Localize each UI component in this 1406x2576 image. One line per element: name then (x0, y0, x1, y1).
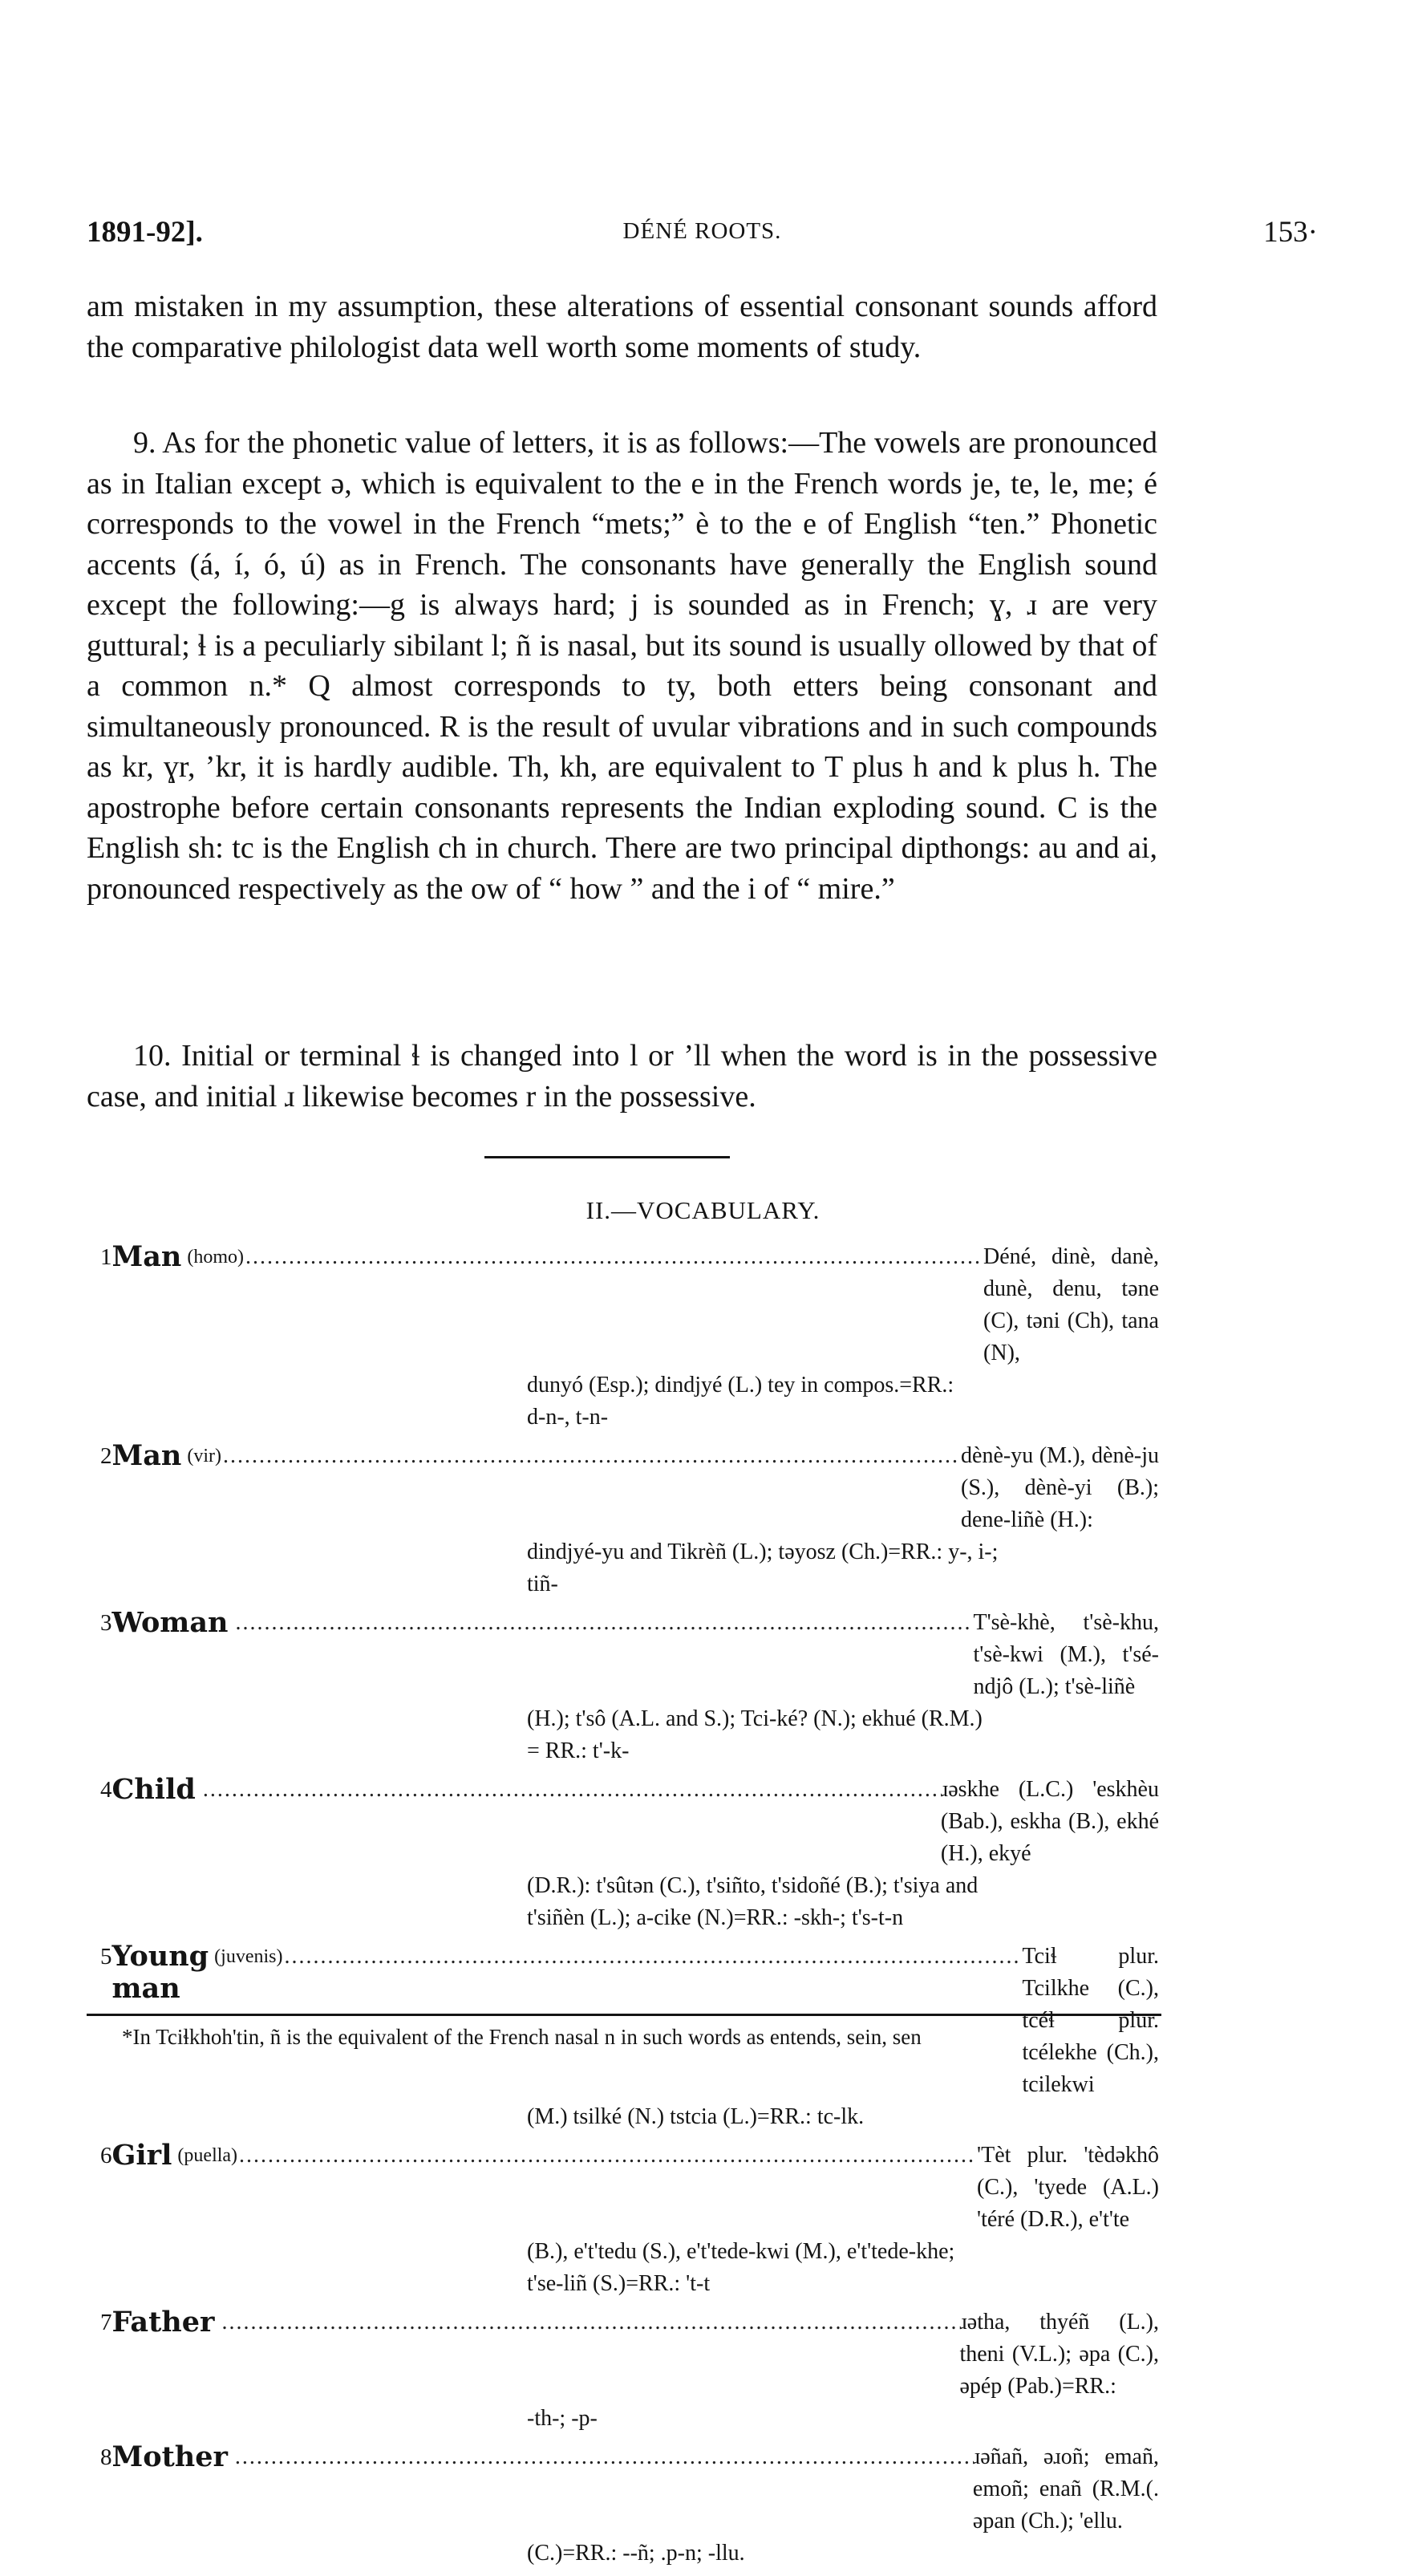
entry-definition: Tciɬ plur. Tcilkhe (C.), tcéɬ plur. tcélekhe (Ch.), tcilekwi (1022, 1944, 1159, 2097)
dot-leader: ...................................................................................................... (239, 2143, 976, 2168)
continuation-line: (M.) tsilké (N.) tstcia (L.)=RR.: tc-lk. (527, 2104, 865, 2129)
continuation-line: dunyó (Esp.); dindjyé (L.) tey in compos.=RR.: (527, 1373, 954, 1398)
entry-definition: ɹəñañ, əɹoñ; emañ, emoñ; enañ (R.M.(. əpan (Ch.); 'ellu. (972, 2444, 1159, 2533)
footnote: *In Tciɬkhoh'tin, ñ is the equivalent of the French nasal n in such words as entends, sein, sen (122, 2025, 922, 2049)
section-divider (484, 1156, 730, 1158)
dot-leader: ...................................................................................................... (221, 2310, 958, 2335)
entry-continuation (527, 2403, 1165, 2435)
paragraph-text: 10. Initial or terminal ɬ is changed into l or ’ll when the word is in the possessive case, and initial ɹ likewise becomes r in the possessive. (87, 1039, 1157, 1114)
continuation-line: t'siñèn (L.); a-cike (N.)=RR.: -skh-; t's-t-n (527, 1905, 904, 1930)
entry-definition: 'Tèt plur. 'tèdəkhô (C.), 'tyede (A.L.) 'téré (D.R.), e't'te (977, 2143, 1159, 2232)
page-number: 153· (1263, 216, 1318, 249)
header-title: DÉNÉ ROOTS. (622, 218, 782, 244)
vocabulary-list (100, 1241, 1159, 2576)
entry-number: 3 (100, 1610, 112, 1636)
continuation-line: = RR.: t'-k- (527, 1738, 630, 1763)
dot-leader: ...................................................................................................... (223, 1443, 960, 1468)
entry-word: Young man (111, 1940, 209, 2005)
entry-number: 8 (100, 2444, 112, 2470)
entry-number: 6 (100, 2143, 112, 2168)
header-date: 1891-92]. (87, 216, 203, 249)
entry-definition: T'sè-khè, t'sè-khu, t'sè-kwi (M.), t'sé-ndjô (L.); t'sè-liñè (973, 1610, 1159, 1699)
continuation-line: (H.); t'sô (A.L. and S.); Tci-ké? (N.); ekhué (R.M.) (527, 1706, 983, 1731)
vocab-entry (100, 2441, 1159, 2570)
entry-number: 1 (100, 1244, 112, 1270)
continuation-line: (B.), e't'tedu (S.), e't'tede-kwi (M.), e't'tede-khe; (527, 2239, 955, 2264)
continuation-line: -th-; -p- (527, 2406, 598, 2431)
entry-continuation (527, 1870, 1165, 1934)
paragraph-text: am mistaken in my assumption, these alterations of essential consonant sounds afford the comparative philologist data well worth some moments of study. (87, 290, 1157, 364)
entry-definition: dènè-yu (M.), dènè-ju (S.), dènè-yi (B.); dene-liñè (H.): (961, 1443, 1159, 1532)
entry-number: 5 (100, 1944, 112, 1970)
vocab-entry (100, 1241, 1159, 1434)
running-head (87, 215, 1318, 250)
paragraph-text: 9. As for the phonetic value of letters, it is as follows:—The vowels are pronounced as in Italian except ə, which is equivalent to the e in the French words je, te, le, me; é corresponds to the vowel in the French “mets;” è to the e of English “ten.” Phonetic accents (á, í, ó, ú) as in French. The consonants have generally the English sound except the following:—g is always hard; j is sounded as in French; ɣ, ɹ are very guttural; ɬ is a peculiarly sibilant l; ñ is nasal, but its sound is usually ollowed by that of a common n.* Q almost corresponds to ty, both etters being consonant and simultaneously pronounced. R is the result of uvular vibrations and in such compounds as kr, ɣr, ’kr, it is hardly audible. Th, kh, are equivalent to T plus h and k plus h. The apostrophe before certain consonants represents the Indian exploding sound. C is the English sh: tc is the English ch in church. There are two principal dipthongs: au and ai, pronounced respectively as the ow of “ how ” and the i of “ mire.” (87, 426, 1157, 906)
entry-continuation (527, 2101, 1165, 2133)
entry-word: Man (111, 1240, 182, 1273)
dot-leader: ...................................................................................................... (234, 2444, 971, 2469)
continuation-line: tiñ- (527, 1572, 558, 1596)
entry-word: Father (111, 2306, 215, 2339)
vocab-entry (100, 2306, 1159, 2435)
entry-number: 2 (100, 1443, 112, 1469)
footnote-divider (87, 2014, 1161, 2016)
vocab-entry (100, 2140, 1159, 2300)
entry-gloss: (puella) (177, 2145, 238, 2166)
entry-word: Girl (111, 2139, 172, 2172)
continuation-line: t'se-liñ (S.)=RR.: 't-t (527, 2271, 711, 2296)
entry-word: Man (111, 1439, 182, 1472)
entry-continuation (527, 1703, 1165, 1767)
dot-leader: ...................................................................................................... (235, 1610, 972, 1635)
paragraph-phonetics (87, 423, 1157, 909)
entry-definition: ɹətha, thyéñ (L.), theni (V.L.); əpa (C.), əpép (Pab.)=RR.: (959, 2310, 1159, 2399)
dot-leader: ...................................................................................................... (284, 1944, 1021, 1969)
entry-word: Mother (111, 2440, 228, 2473)
entry-gloss: (homo) (187, 1247, 245, 1268)
entry-gloss: (juvenis) (214, 1946, 283, 1967)
entry-continuation (527, 2236, 1165, 2300)
vocabulary-heading: II.—VOCABULARY. (585, 1196, 821, 1224)
paragraph-possessive (87, 1036, 1157, 1117)
entry-definition: ɹəskhe (L.C.) 'eskhèu (Bab.), eskha (B.), ekhé (H.), ekyé (940, 1777, 1159, 1866)
entry-continuation (527, 2537, 1165, 2570)
dot-leader: ...................................................................................................... (202, 1777, 939, 1802)
continuation-line: (C.)=RR.: --ñ; .p-n; -llu. (527, 2541, 745, 2566)
dot-leader: ...................................................................................................... (245, 1244, 983, 1269)
vocab-entry (100, 1774, 1159, 1934)
entry-word: Child (111, 1773, 196, 1806)
entry-gloss: (vir) (187, 1446, 222, 1466)
continuation-line: (D.R.): t'sûtən (C.), t'siñto, t'sidoñé (B.); t'siya and (527, 1873, 979, 1898)
continuation-line: dindjyé-yu and Tikrèñ (L.); təyosz (Ch.)=RR.: y-, i-; (527, 1540, 999, 1564)
entry-definition: Déné, dinè, danè, dunè, denu, təne (C), təni (Ch), tana (N), (983, 1244, 1159, 1365)
entry-number: 7 (100, 2310, 112, 2335)
entry-word: Woman (111, 1606, 229, 1639)
paragraph-continuation (87, 286, 1157, 367)
entry-number: 4 (100, 1777, 112, 1803)
vocab-entry (100, 1607, 1159, 1767)
entry-continuation (527, 1369, 1165, 1434)
vocab-entry (100, 1440, 1159, 1600)
continuation-line: d-n-, t-n- (527, 1405, 609, 1430)
entry-continuation (527, 1536, 1165, 1600)
